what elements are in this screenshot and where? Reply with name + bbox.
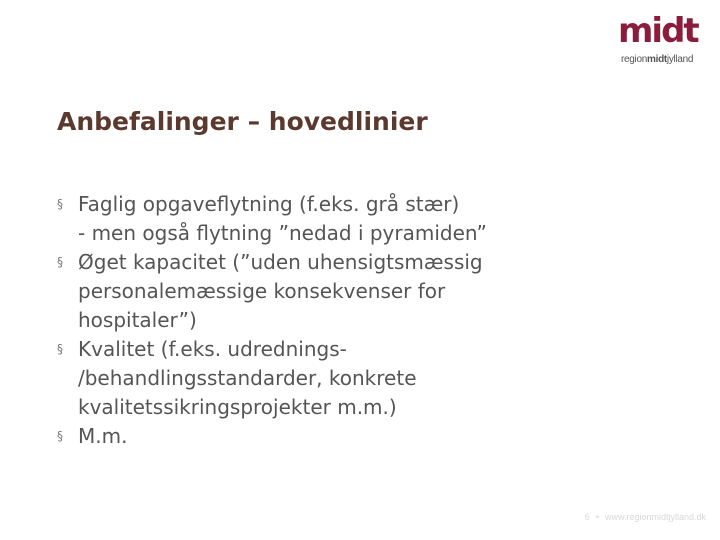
region-midtjylland-logo [618, 11, 708, 65]
page-number: 6 [584, 512, 590, 522]
bullet-item [57, 190, 617, 248]
slide-footer [585, 511, 706, 523]
bullet-line: /behandlingsstandarder, konkrete [78, 366, 417, 390]
bullet-line: hospitaler”) [78, 308, 197, 332]
logo-subtitle-suffix: jylland [666, 54, 694, 65]
bullet-line: kvalitetssikringsprojekter m.m.) [78, 395, 397, 419]
logo-subtitle-bold: midt [647, 54, 667, 65]
bullet-line: M.m. [78, 424, 128, 448]
bullet-marker: § [57, 342, 63, 356]
footer-separator: • [595, 512, 599, 522]
bullet-list [57, 190, 617, 451]
bullet-line: Faglig opgaveflytning (f.eks. grå stær) [78, 192, 460, 216]
logo-subtitle-prefix: region [621, 54, 647, 65]
bullet-item [57, 422, 617, 451]
bullet-marker: § [57, 197, 63, 211]
logo-mark: midt [618, 11, 698, 51]
bullet-marker: § [57, 429, 63, 443]
bullet-line: Øget kapacitet (”uden uhensigtsmæssig [78, 250, 483, 274]
footer-url: www.regionmidtjylland.dk [604, 512, 706, 522]
bullet-line: Kvalitet (f.eks. udrednings- [78, 337, 347, 361]
slide-title: Anbefalinger – hovedlinier [57, 107, 428, 136]
bullet-item [57, 248, 617, 335]
logo-subtitle [621, 54, 693, 66]
bullet-line: personalemæssige konsekvenser for [78, 279, 446, 303]
bullet-line: - men også flytning ”nedad i pyramiden” [78, 221, 487, 245]
bullet-item [57, 335, 617, 422]
bullet-marker: § [57, 255, 63, 269]
